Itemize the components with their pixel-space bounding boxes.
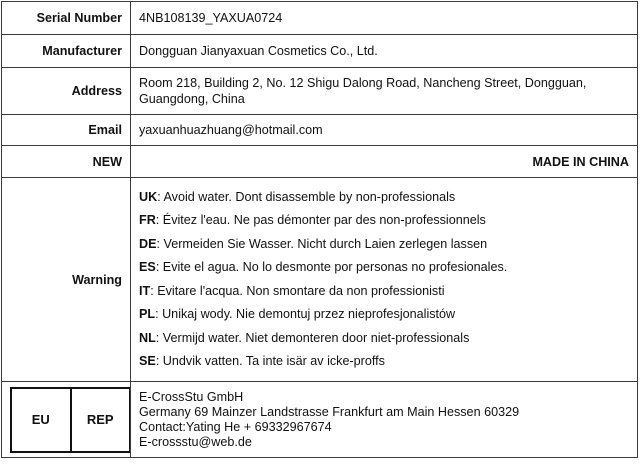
warning-code: UK	[139, 189, 158, 204]
serial-number-label: Serial Number	[2, 2, 131, 35]
warning-text: : Evitare l'acqua. Non smontare da non professionisti	[150, 283, 445, 298]
warning-code: ES	[139, 260, 156, 274]
warning-code: PL	[139, 307, 156, 321]
warning-code: NL	[139, 330, 156, 345]
warning-label: Warning	[2, 178, 131, 382]
email-label: Email	[2, 115, 131, 146]
eu-rep-email: E-crossstu@web.de	[139, 434, 252, 449]
email-value: yaxuanhuazhuang@hotmail.com	[131, 115, 638, 146]
address-line-2: Guangdong, China	[139, 92, 245, 106]
address-value	[131, 68, 638, 115]
warning-row	[2, 178, 638, 382]
warning-text: : Unikaj wody. Nie demontuj przez nieprofesjonalistów	[155, 307, 456, 321]
email-row	[2, 115, 638, 146]
warning-texts	[131, 178, 638, 382]
warning-line-nl	[139, 327, 629, 351]
warning-line-uk	[139, 186, 629, 210]
warning-text: : Évitez l'eau. Ne pas démonter par des non-professionnels	[155, 213, 486, 227]
product-label-table	[1, 1, 638, 458]
eu-rep-row	[2, 382, 638, 458]
warning-text: : Undvik vatten. Ta inte isär av icke-proffs	[155, 354, 385, 368]
warning-code: DE	[139, 236, 157, 251]
new-label: NEW	[2, 146, 131, 178]
eu-rep-address: Germany 69 Mainzer Landstrasse Frankfurt am Main Hessen 60329	[139, 404, 520, 419]
eu-rep-symbol	[10, 387, 131, 453]
eu-box-label: EU	[12, 389, 72, 451]
address-line-1: Room 218, Building 2, No. 12 Shigu Dalong Road, Nancheng Street, Dongguan,	[139, 76, 587, 90]
rep-box-label: REP	[86, 411, 114, 427]
warning-text: : Avoid water. Dont disassemble by non-professionals	[157, 189, 456, 204]
warning-line-es	[139, 256, 629, 280]
serial-number-row	[2, 2, 638, 35]
warning-line-se	[139, 350, 629, 374]
serial-number-value: 4NB108139_YAXUA0724	[131, 2, 638, 35]
eu-rep-company: E-CrossStu GmbH	[139, 389, 244, 404]
manufacturer-value: Dongguan Jianyaxuan Cosmetics Co., Ltd.	[131, 35, 638, 68]
warning-line-fr	[139, 209, 629, 233]
eu-rep-contact: Contact:Yating He + 69332967674	[139, 419, 332, 434]
manufacturer-row	[2, 35, 638, 68]
warning-text: : Evite el agua. No lo desmonte por personas no profesionales.	[155, 260, 508, 274]
warning-line-pl	[139, 303, 629, 327]
made-in-label: MADE IN CHINA	[131, 146, 638, 178]
manufacturer-label: Manufacturer	[2, 35, 131, 68]
warning-text: : Vermijd water. Niet demonteren door niet-professionals	[155, 330, 470, 345]
address-row	[2, 68, 638, 115]
warning-text: : Vermeiden Sie Wasser. Nicht durch Laien zerlegen lassen	[156, 236, 488, 251]
new-row	[2, 146, 638, 178]
eu-rep-symbol-cell	[2, 382, 131, 458]
warning-code: FR	[139, 213, 156, 227]
eu-rep-info	[131, 382, 638, 458]
warning-code: IT	[139, 283, 151, 298]
address-label: Address	[2, 68, 131, 115]
warning-line-it	[139, 280, 629, 304]
warning-line-de	[139, 233, 629, 257]
warning-code: SE	[139, 354, 156, 368]
